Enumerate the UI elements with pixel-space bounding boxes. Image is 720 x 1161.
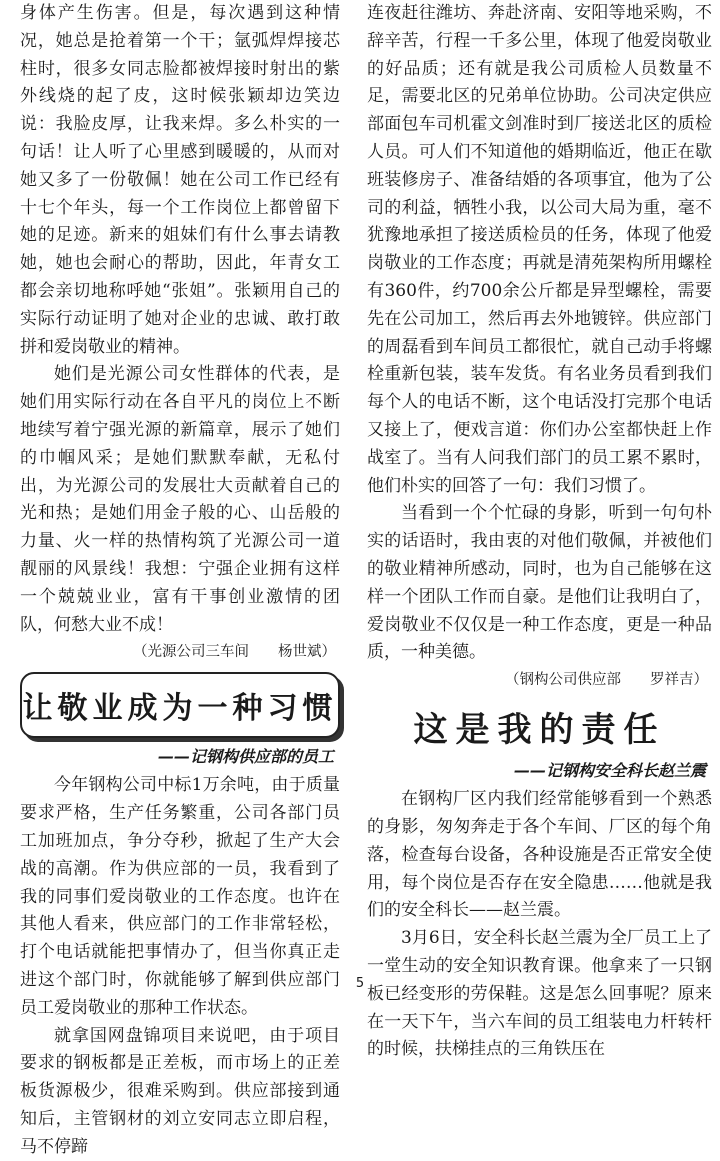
article-subtitle: ——记钢构供应部的员工 — [20, 742, 340, 772]
article-paragraph: 就拿国网盘锦项目来说吧，由于项目要求的钢板都是正差板，而市场上的正差板货源极少，很难采购到。供应部接到通知后，主管钢材的刘立安同志立即启程，马不停蹄 — [20, 1023, 340, 1161]
author-byline-1: （光源公司三车间 杨世斌） — [20, 639, 340, 666]
article-paragraph: 在钢构厂区内我们经常能够看到一个熟悉的身影，匆匆奔走于各个车间、厂区的每个角落，检查每台设备，各种设施是否正常安全使用，每个岗位是否存在安全隐患……他就是我们的安全科长——赵兰震。 — [367, 786, 712, 925]
closing-paragraph: 当看到一个个忙碌的身影，听到一句句朴实的话语时，我由衷的对他们敬佩，并被他们的敬业精神所感动，同时，也为自己能够在这样一个团队工作而自豪。是他们让我明白了，爱岗敬业不仅仅是一种工作态度，更是一种品质，一种美德。 — [367, 500, 712, 667]
article-title-box — [20, 672, 340, 738]
intro-paragraph: 身体产生伤害。但是，每次遇到这种情况，她总是抢着第一个干；氩弧焊焊接芯柱时，很多女同志脸都被焊接时射出的紫外线烧的起了皮，这时候张颖却边笑边说：我脸皮厚，让我来焊。多么朴实的一句话！让人听了心里感到暖暖的，从而对她又多了一份敬佩！她在公司工作已经有十七个年头，每一个工作岗位上都曾留下她的足迹。新来的姐妹们有什么事去请教她，她也会耐心的帮助，因此，年青女工都会亲切地称呼她“张姐”。张颖用自己的实际行动证明了她对企业的忠诚、敢打敢拼和爱岗敬业的精神。 — [20, 0, 340, 361]
article-subtitle: ——记钢构安全科长赵兰震 — [367, 756, 712, 786]
right-column — [367, 0, 712, 1064]
continued-paragraph: 连夜赶往潍坊、奔赴济南、安阳等地采购，不辞辛苦，行程一千多公里，体现了他爱岗敬业的好品质；还有就是我公司质检人员数量不足，需要北区的兄弟单位协助。公司决定供应部面包车司机霍文剑准时到厂接送北区的质检人员。可人们不知道他的婚期临近，他正在歇班装修房子、准备结婚的各项事宜，他为了公司的利益，牺牲小我，以公司大局为重，毫不犹豫地承担了接送质检员的任务，体现了他爱岗敬业的工作态度；再就是清苑架构所用螺栓有360件，约700余公斤都是异型螺栓，需要先在公司加工，然后再去外地镀锌。供应部门的周磊看到车间员工都很忙，就自己动手将螺栓重新包装，装车发货。有名业务员看到我们每个人的电话不断，这个电话没打完那个电话又接上了，便戏言道：你们办公室都快赶上作战室了。当有人问我们部门的员工累不累时，他们朴实的回答了一句：我们习惯了。 — [367, 0, 712, 500]
summary-paragraph: 她们是光源公司女性群体的代表，是她们用实际行动在各自平凡的岗位上不断地续写着宁强光源的新篇章，展示了她们的巾帼风采；是她们默默奉献，无私付出，为光源公司的发展壮大贡献着自己的光和热；是她们用金子般的心、山岳般的力量、火一样的热情构筑了光源公司一道靓丽的风景线！我想：宁强企业拥有这样一个兢兢业业，富有干事创业激情的团队，何愁大业不成！ — [20, 361, 340, 639]
article-title-block — [367, 702, 712, 750]
article-title: 这是我的责任 — [414, 702, 666, 751]
author-byline-2: （钢构公司供应部 罗祥吉） — [367, 667, 712, 694]
article-title: 让敬业成为一种习惯 — [23, 683, 338, 727]
article-paragraph: 3月6日，安全科长赵兰震为全厂员工上了一堂生动的安全知识教育课。他拿来了一只钢板已经变形的劳保鞋。这是怎么回事呢？原来在一天下午，当六车间的员工组装电力杆转杆的时候，扶梯挂点的三角铁压在 — [367, 925, 712, 1064]
article-paragraph: 今年钢构公司中标1万余吨，由于质量要求严格，生产任务繁重，公司各部门员工加班加点，争分夺秒，掀起了生产大会战的高潮。作为供应部的一员，我看到了我的同事们爱岗敬业的工作态度。也许在其他人看来，供应部门的工作非常轻松，打个电话就能把事情办了，但当你真正走进这个部门时，你就能够了解到供应部门员工爱岗敬业的那种工作状态。 — [20, 772, 340, 1022]
page-number: 5 — [0, 976, 720, 991]
